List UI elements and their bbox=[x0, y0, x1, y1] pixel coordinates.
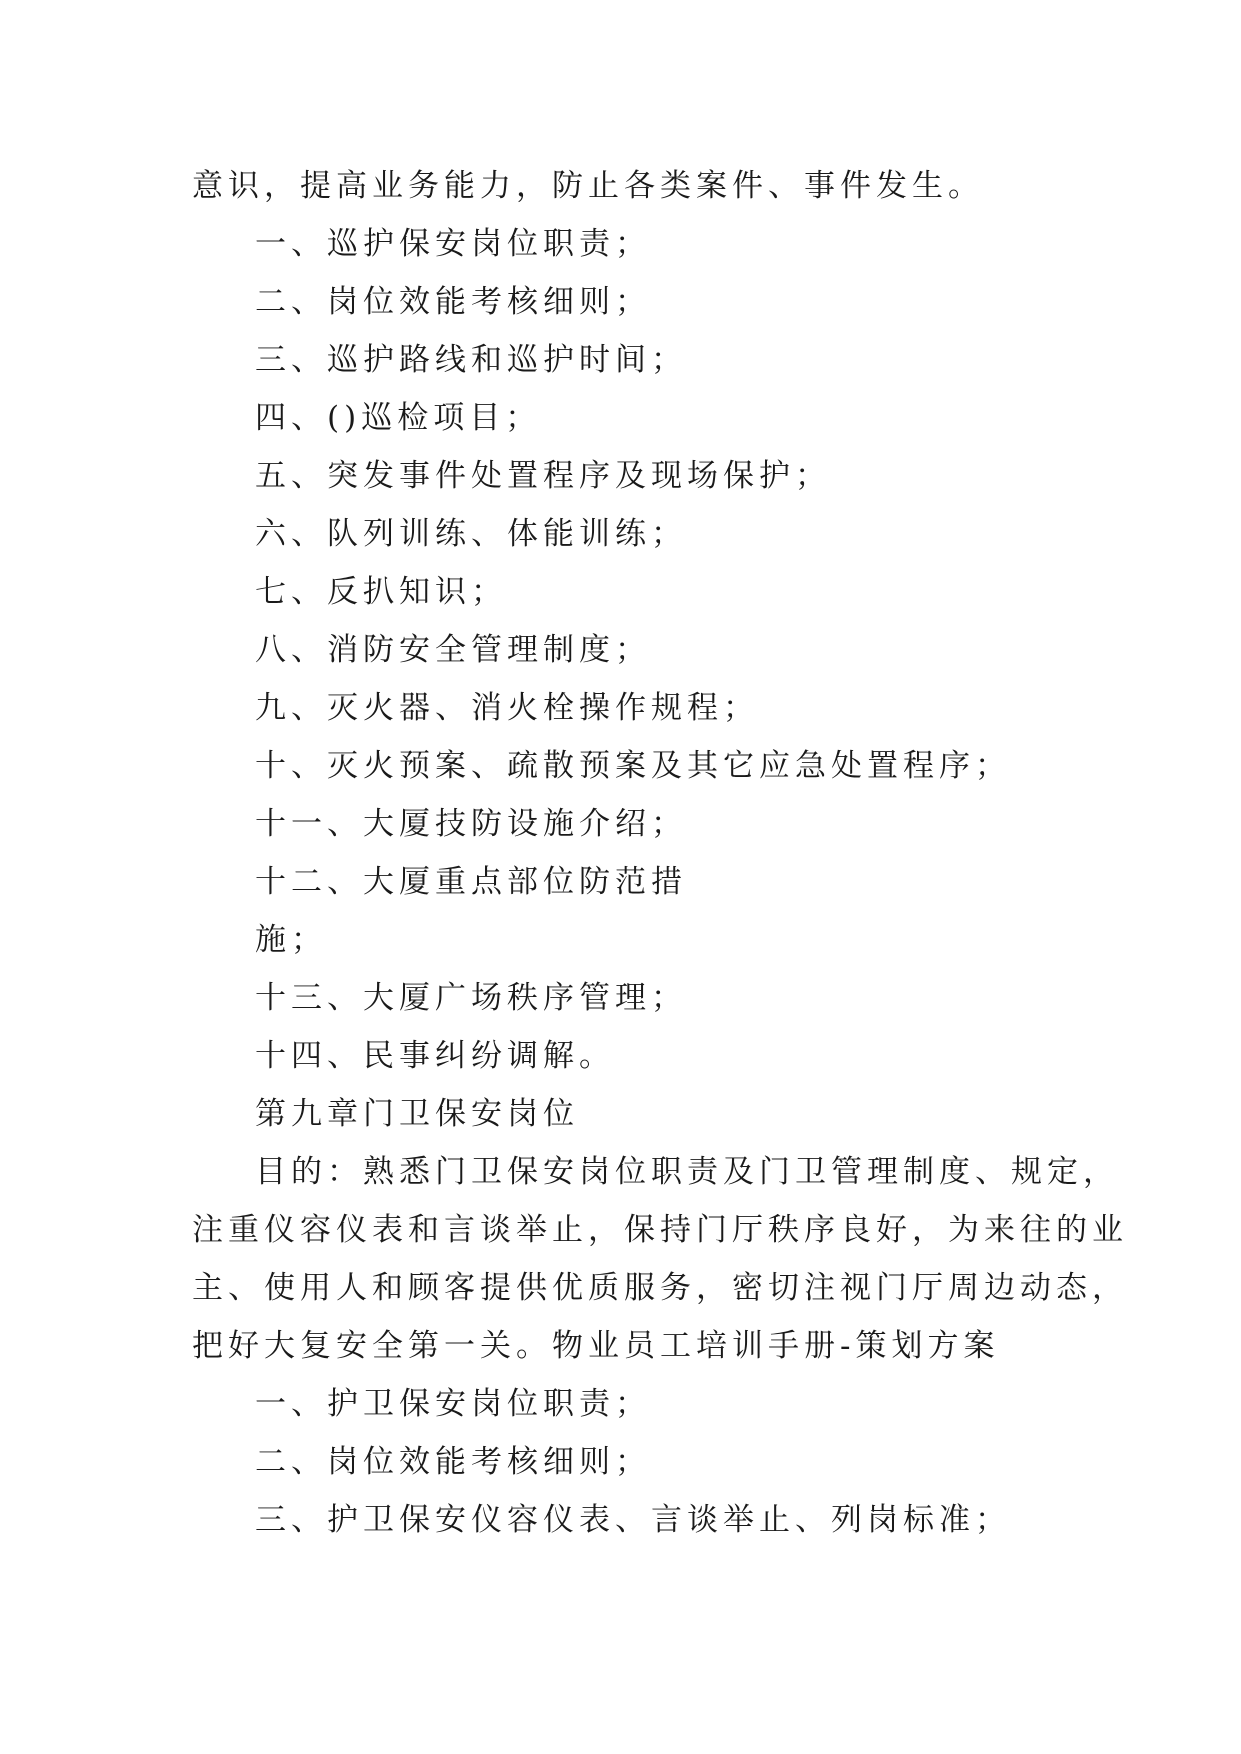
list-item: 十一、大厦技防设施介绍； bbox=[255, 806, 687, 842]
list-item: 十、灭火预案、疏散预案及其它应急处置程序； bbox=[255, 748, 1011, 784]
list-item: 三、巡护路线和巡护时间； bbox=[255, 342, 687, 378]
list-item: 五、突发事件处置程序及现场保护； bbox=[255, 458, 831, 494]
list-item: 十三、大厦广场秩序管理； bbox=[255, 980, 687, 1016]
list-item-wrap: 施； bbox=[255, 922, 327, 958]
list-item: 十二、大厦重点部位防范措 bbox=[255, 864, 687, 900]
purpose-paragraph-line: 注重仪容仪表和言谈举止，保持门厅秩序良好，为来往的业 bbox=[192, 1212, 1128, 1248]
paragraph-continuation: 意识，提高业务能力，防止各类案件、事件发生。 bbox=[192, 168, 984, 204]
list-item: 六、队列训练、体能训练； bbox=[255, 516, 687, 552]
purpose-paragraph-line: 主、使用人和顾客提供优质服务，密切注视门厅周边动态， bbox=[192, 1270, 1128, 1306]
list-item: 十四、民事纠纷调解。 bbox=[255, 1038, 615, 1074]
list-item: 二、岗位效能考核细则； bbox=[255, 284, 651, 320]
purpose-paragraph-line: 把好大复安全第一关。物业员工培训手册-策划方案 bbox=[192, 1328, 1000, 1364]
list-item: 七、反扒知识； bbox=[255, 574, 507, 610]
list-item: 四、()巡检项目； bbox=[255, 400, 542, 436]
purpose-paragraph-line: 目的：熟悉门卫保安岗位职责及门卫管理制度、规定， bbox=[255, 1154, 1119, 1190]
list-item: 一、护卫保安岗位职责； bbox=[255, 1386, 651, 1422]
list-item: 二、岗位效能考核细则； bbox=[255, 1444, 651, 1480]
list-item: 三、护卫保安仪容仪表、言谈举止、列岗标准； bbox=[255, 1502, 1011, 1538]
list-item: 八、消防安全管理制度； bbox=[255, 632, 651, 668]
list-item: 一、巡护保安岗位职责； bbox=[255, 226, 651, 262]
chapter-heading: 第九章门卫保安岗位 bbox=[255, 1096, 579, 1132]
list-item: 九、灭火器、消火栓操作规程； bbox=[255, 690, 759, 726]
